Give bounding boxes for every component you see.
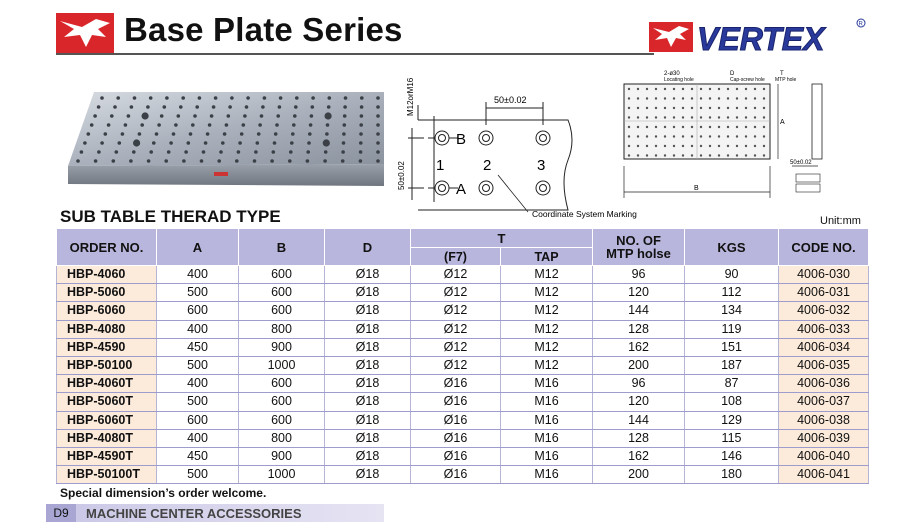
table-row xyxy=(57,375,869,393)
header-a: A xyxy=(157,229,239,266)
cell-order: HBP-6060 xyxy=(57,302,157,320)
cell-order: HBP-50100T xyxy=(57,466,157,484)
cell-b: 1000 xyxy=(239,356,325,374)
cell-b: 1000 xyxy=(239,466,325,484)
cell-mtp: 96 xyxy=(593,375,685,393)
cell-tap: M12 xyxy=(501,302,593,320)
header-t: T xyxy=(411,229,593,248)
cell-kgs: 87 xyxy=(685,375,779,393)
cell-mtp: 144 xyxy=(593,411,685,429)
cell-a: 600 xyxy=(157,302,239,320)
cell-kgs: 146 xyxy=(685,447,779,465)
cell-a: 500 xyxy=(157,284,239,302)
cell-tap: M12 xyxy=(501,284,593,302)
t-label: T xyxy=(780,71,784,77)
cell-a: 500 xyxy=(157,356,239,374)
table-row xyxy=(57,302,869,320)
cell-d: Ø18 xyxy=(325,447,411,465)
cell-f7: Ø16 xyxy=(411,375,501,393)
cell-f7: Ø12 xyxy=(411,356,501,374)
thread-label: M12orM16 xyxy=(406,77,415,116)
cell-tap: M16 xyxy=(501,375,593,393)
cell-f7: Ø16 xyxy=(411,447,501,465)
cell-tap: M16 xyxy=(501,429,593,447)
cell-kgs: 115 xyxy=(685,429,779,447)
cell-order: HBP-50100 xyxy=(57,356,157,374)
spec-table xyxy=(56,228,869,484)
footer-section: MACHINE CENTER ACCESSORIES xyxy=(86,506,302,521)
num-2: 2 xyxy=(483,157,492,174)
num-3: 3 xyxy=(537,157,546,174)
cell-f7: Ø16 xyxy=(411,393,501,411)
cell-d: Ø18 xyxy=(325,338,411,356)
cell-kgs: 151 xyxy=(685,338,779,356)
cell-order: HBP-5060T xyxy=(57,393,157,411)
cell-d: Ø18 xyxy=(325,284,411,302)
cell-kgs: 90 xyxy=(685,266,779,284)
vertex-brand-logo xyxy=(649,16,867,56)
header-b: B xyxy=(239,229,325,266)
page-title: Base Plate Series xyxy=(124,11,403,48)
cell-a: 400 xyxy=(157,266,239,284)
coordinate-caption: Coordinate System Marking xyxy=(532,209,637,219)
cell-tap: M12 xyxy=(501,266,593,284)
cell-d: Ø18 xyxy=(325,320,411,338)
cell-mtp: 144 xyxy=(593,302,685,320)
cell-b: 800 xyxy=(239,320,325,338)
cell-kgs: 134 xyxy=(685,302,779,320)
header-code-no: CODE NO. xyxy=(779,229,869,266)
cell-f7: Ø12 xyxy=(411,302,501,320)
cell-code: 4006-040 xyxy=(779,447,869,465)
cell-f7: Ø12 xyxy=(411,320,501,338)
cell-kgs: 119 xyxy=(685,320,779,338)
cell-b: 600 xyxy=(239,284,325,302)
letter-a: A xyxy=(456,181,467,198)
cell-tap: M16 xyxy=(501,411,593,429)
cell-code: 4006-031 xyxy=(779,284,869,302)
cell-order: HBP-4060T xyxy=(57,375,157,393)
cell-kgs: 108 xyxy=(685,393,779,411)
dimension-a: A xyxy=(780,119,785,126)
locating-hole-size: 2-ø30 xyxy=(664,71,680,77)
cell-a: 400 xyxy=(157,320,239,338)
cell-mtp: 120 xyxy=(593,393,685,411)
cell-kgs: 112 xyxy=(685,284,779,302)
pitch-top-label: 50±0.02 xyxy=(494,95,527,105)
cell-a: 400 xyxy=(157,375,239,393)
cell-kgs: 187 xyxy=(685,356,779,374)
cell-f7: Ø12 xyxy=(411,338,501,356)
cell-mtp: 128 xyxy=(593,429,685,447)
num-1: 1 xyxy=(436,157,445,174)
dimension-b: B xyxy=(694,185,699,192)
cell-b: 900 xyxy=(239,447,325,465)
cell-order: HBP-4080 xyxy=(57,320,157,338)
cell-a: 450 xyxy=(157,447,239,465)
cell-tap: M12 xyxy=(501,356,593,374)
cell-f7: Ø16 xyxy=(411,429,501,447)
letter-b: B xyxy=(456,131,467,148)
cell-order: HBP-4590T xyxy=(57,447,157,465)
cell-d: Ø18 xyxy=(325,302,411,320)
cell-f7: Ø16 xyxy=(411,411,501,429)
cell-b: 600 xyxy=(239,302,325,320)
section-title: SUB TABLE THERAD TYPE xyxy=(60,207,281,226)
header-order-no: ORDER NO. xyxy=(57,229,157,266)
cell-code: 4006-039 xyxy=(779,429,869,447)
cell-d: Ø18 xyxy=(325,429,411,447)
cell-b: 900 xyxy=(239,338,325,356)
cell-order: HBP-4590 xyxy=(57,338,157,356)
table-row xyxy=(57,284,869,302)
pitch-label: 50±0.02 xyxy=(790,160,812,166)
cell-d: Ø18 xyxy=(325,356,411,374)
cell-code: 4006-034 xyxy=(779,338,869,356)
header-mtp-line2: MTP holse xyxy=(606,246,671,261)
cell-code: 4006-033 xyxy=(779,320,869,338)
brand-text: VERTEX xyxy=(697,21,825,57)
cell-a: 600 xyxy=(157,411,239,429)
eagle-logo-icon xyxy=(56,13,114,53)
locating-hole-label: Locating hole xyxy=(664,77,694,83)
table-row xyxy=(57,447,869,465)
cell-order: HBP-5060 xyxy=(57,284,157,302)
cell-mtp: 200 xyxy=(593,466,685,484)
cell-a: 450 xyxy=(157,338,239,356)
cell-kgs: 180 xyxy=(685,466,779,484)
cell-mtp: 96 xyxy=(593,266,685,284)
table-row xyxy=(57,429,869,447)
cell-code: 4006-041 xyxy=(779,466,869,484)
header-tap: TAP xyxy=(501,248,593,266)
cell-kgs: 129 xyxy=(685,411,779,429)
cell-mtp: 200 xyxy=(593,356,685,374)
table-row xyxy=(57,266,869,284)
cell-d: Ø18 xyxy=(325,266,411,284)
cell-f7: Ø12 xyxy=(411,284,501,302)
cell-d: Ø18 xyxy=(325,375,411,393)
cell-tap: M16 xyxy=(501,447,593,465)
table-row xyxy=(57,393,869,411)
mtp-hole-label: MTP hole xyxy=(775,77,797,83)
cell-b: 600 xyxy=(239,393,325,411)
cell-code: 4006-035 xyxy=(779,356,869,374)
table-row xyxy=(57,320,869,338)
cell-a: 400 xyxy=(157,429,239,447)
base-plate-photo xyxy=(66,88,396,198)
cell-tap: M16 xyxy=(501,466,593,484)
cell-b: 600 xyxy=(239,266,325,284)
cell-a: 500 xyxy=(157,466,239,484)
cell-b: 600 xyxy=(239,375,325,393)
cell-code: 4006-030 xyxy=(779,266,869,284)
cell-code: 4006-038 xyxy=(779,411,869,429)
header-kgs: KGS xyxy=(685,229,779,266)
cell-mtp: 128 xyxy=(593,320,685,338)
pitch-side-label: 50±0.02 xyxy=(397,161,406,190)
title-underline xyxy=(56,53,654,55)
cell-order: HBP-6060T xyxy=(57,411,157,429)
cell-b: 800 xyxy=(239,429,325,447)
cell-d: Ø18 xyxy=(325,393,411,411)
table-row xyxy=(57,356,869,374)
header-d: D xyxy=(325,229,411,266)
cell-order: HBP-4080T xyxy=(57,429,157,447)
cell-d: Ø18 xyxy=(325,466,411,484)
d-label: D xyxy=(730,71,735,77)
cell-mtp: 162 xyxy=(593,447,685,465)
cell-a: 500 xyxy=(157,393,239,411)
unit-label: Unit:mm xyxy=(820,215,861,227)
page-number: D9 xyxy=(46,504,76,522)
header-mtp xyxy=(593,229,685,266)
header-f7: (F7) xyxy=(411,248,501,266)
table-row xyxy=(57,466,869,484)
plate-plan-drawing xyxy=(612,66,840,216)
cell-d: Ø18 xyxy=(325,411,411,429)
cell-b: 600 xyxy=(239,411,325,429)
table-row xyxy=(57,338,869,356)
cell-code: 4006-036 xyxy=(779,375,869,393)
cell-f7: Ø12 xyxy=(411,266,501,284)
cell-code: 4006-037 xyxy=(779,393,869,411)
cell-f7: Ø16 xyxy=(411,466,501,484)
cell-code: 4006-032 xyxy=(779,302,869,320)
cell-tap: M12 xyxy=(501,338,593,356)
cell-order: HBP-4060 xyxy=(57,266,157,284)
footnote: Special dimension’s order welcome. xyxy=(60,486,267,500)
svg-text:R: R xyxy=(858,21,863,28)
table-row xyxy=(57,411,869,429)
cell-tap: M12 xyxy=(501,320,593,338)
header-mtp-line1: NO. OF xyxy=(616,233,661,248)
cell-mtp: 120 xyxy=(593,284,685,302)
cell-tap: M16 xyxy=(501,393,593,411)
cell-mtp: 162 xyxy=(593,338,685,356)
cap-screw-label: Cap-screw hole xyxy=(730,77,765,83)
